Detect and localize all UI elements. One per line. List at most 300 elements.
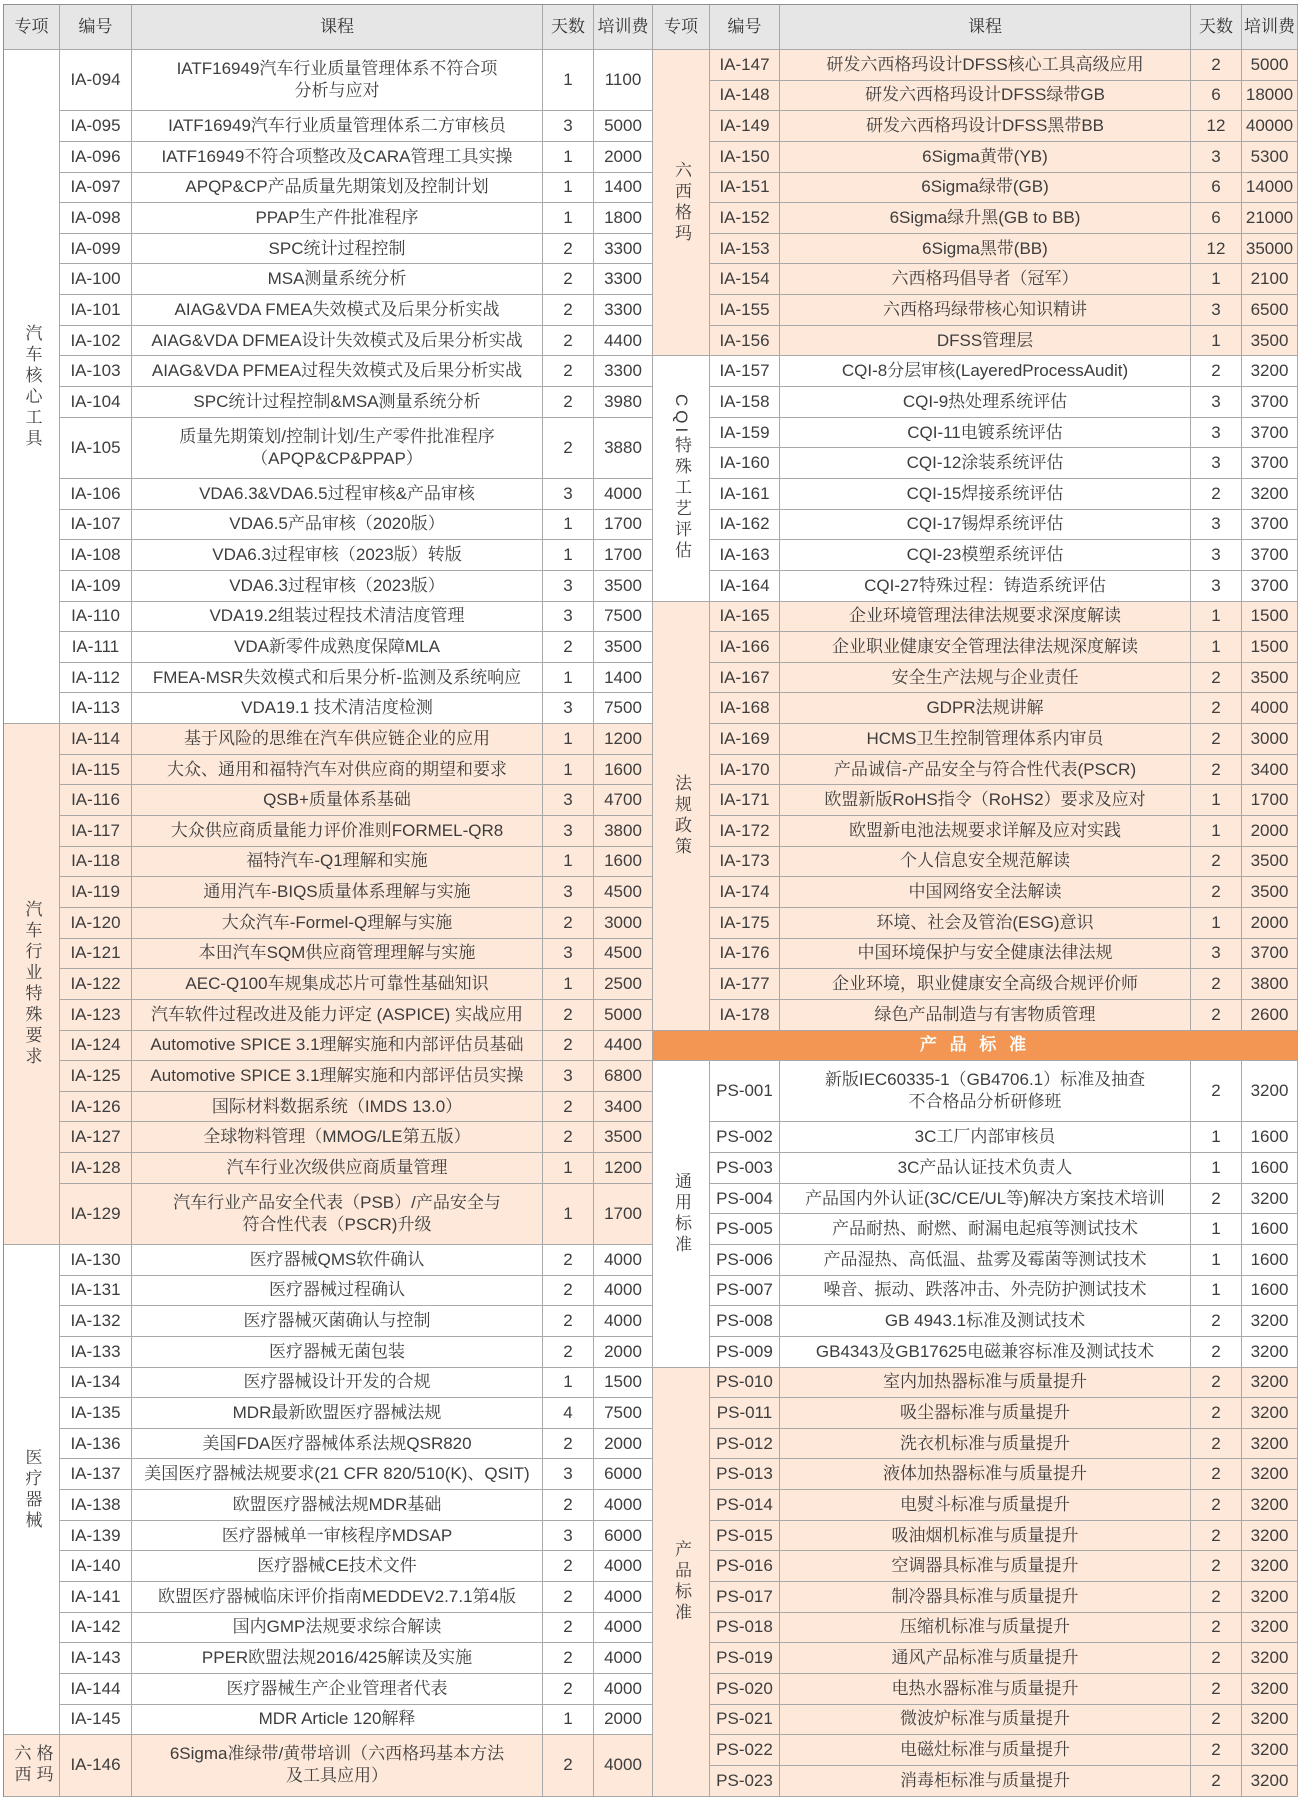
course-code: IA-150: [710, 142, 780, 173]
course-code: PS-005: [710, 1214, 780, 1245]
course-code: IA-157: [710, 356, 780, 387]
course-fee: 2000: [594, 1337, 653, 1368]
course-fee: 18000: [1242, 81, 1298, 112]
course-fee: 5000: [594, 111, 653, 142]
course-code: IA-108: [60, 540, 132, 571]
course-name: 医疗器械灭菌确认与控制: [132, 1306, 543, 1337]
course-name: 产品湿热、高低温、盐雾及霉菌等测试技术: [780, 1245, 1191, 1276]
header-course: 课程: [780, 5, 1191, 50]
course-name: CQI-12涂装系统评估: [780, 448, 1191, 479]
course-days: 1: [543, 1153, 594, 1184]
course-code: IA-098: [60, 203, 132, 234]
course-code: PS-006: [710, 1245, 780, 1276]
group-label-text: CQI特殊工艺评估: [672, 394, 691, 563]
course-code: IA-131: [60, 1276, 132, 1307]
course-fee: 3500: [594, 571, 653, 602]
course-code: IA-125: [60, 1061, 132, 1092]
course-name: 医疗器械单一审核程序MDSAP: [132, 1521, 543, 1552]
course-code: IA-099: [60, 234, 132, 265]
course-fee: 1200: [594, 1153, 653, 1184]
course-name: 6Sigma黑带(BB): [780, 234, 1191, 265]
course-name: HCMS卫生控制管理体系内审员: [780, 724, 1191, 755]
course-name: QSB+质量体系基础: [132, 785, 543, 816]
course-days: 3: [543, 479, 594, 510]
course-days: 2: [543, 387, 594, 418]
course-days: 2: [543, 264, 594, 295]
course-fee: 1700: [594, 1184, 653, 1245]
course-fee: 4000: [594, 1276, 653, 1307]
course-fee: 1500: [1242, 602, 1298, 633]
group-label: [4, 1735, 60, 1796]
course-fee: 1600: [1242, 1122, 1298, 1153]
course-name: IATF16949汽车行业质量管理体系不符合项 分析与应对: [132, 50, 543, 111]
course-code: PS-016: [710, 1551, 780, 1582]
course-name: PPER欧盟法规2016/425解读及实施: [132, 1643, 543, 1674]
course-days: 1: [543, 724, 594, 755]
course-fee: 5000: [1242, 50, 1298, 81]
course-name: 福特汽车-Q1理解和实施: [132, 847, 543, 878]
course-fee: 3300: [594, 356, 653, 387]
course-fee: 3200: [1242, 1735, 1298, 1766]
course-name: 电熨斗标准与质量提升: [780, 1490, 1191, 1521]
course-days: 2: [543, 234, 594, 265]
course-code: IA-107: [60, 510, 132, 541]
course-name: 企业职业健康安全管理法律法规深度解读: [780, 632, 1191, 663]
course-name: VDA6.3过程审核（2023版）转版: [132, 540, 543, 571]
course-days: 2: [543, 1674, 594, 1705]
course-days: 1: [543, 173, 594, 204]
course-code: IA-105: [60, 418, 132, 479]
course-code: IA-095: [60, 111, 132, 142]
course-code: IA-127: [60, 1122, 132, 1153]
course-days: 2: [543, 326, 594, 357]
course-name: 中国网络安全法解读: [780, 877, 1191, 908]
course-fee: 2000: [1242, 816, 1298, 847]
course-code: IA-164: [710, 571, 780, 602]
course-days: 1: [543, 142, 594, 173]
course-days: 2: [1191, 1766, 1242, 1797]
course-code: IA-113: [60, 693, 132, 724]
course-days: 2: [543, 1276, 594, 1307]
course-code: PS-007: [710, 1276, 780, 1307]
course-name: 吸油烟机标准与质量提升: [780, 1521, 1191, 1552]
course-code: IA-167: [710, 663, 780, 694]
header-category: 专项: [653, 5, 710, 50]
course-days: 1: [543, 510, 594, 541]
course-name: 国内GMP法规要求综合解读: [132, 1613, 543, 1644]
course-fee: 1700: [594, 540, 653, 571]
course-fee: 4000: [594, 1613, 653, 1644]
course-name: 液体加热器标准与质量提升: [780, 1459, 1191, 1490]
course-days: 2: [1191, 1000, 1242, 1031]
course-fee: 6800: [594, 1061, 653, 1092]
course-name: 研发六西格玛设计DFSS核心工具高级应用: [780, 50, 1191, 81]
course-fee: 3200: [1242, 1582, 1298, 1613]
course-code: PS-017: [710, 1582, 780, 1613]
course-fee: 7500: [594, 602, 653, 633]
header-fee: 培训费: [594, 5, 653, 50]
course-days: 2: [543, 1613, 594, 1644]
course-code: IA-130: [60, 1245, 132, 1276]
course-name: CQI-17锡焊系统评估: [780, 510, 1191, 541]
course-days: 2: [543, 1092, 594, 1123]
course-code: IA-177: [710, 969, 780, 1000]
course-name: GDPR法规讲解: [780, 693, 1191, 724]
course-name: VDA6.3&VDA6.5过程审核&产品审核: [132, 479, 543, 510]
course-code: IA-097: [60, 173, 132, 204]
course-code: IA-114: [60, 724, 132, 755]
course-code: PS-019: [710, 1643, 780, 1674]
course-name: 6Sigma绿带(GB): [780, 173, 1191, 204]
course-fee: 1100: [594, 50, 653, 111]
course-name: AIAG&VDA DFMEA设计失效模式及后果分析实战: [132, 326, 543, 357]
course-fee: 3500: [1242, 663, 1298, 694]
course-name: 产品诚信-产品安全与符合性代表(PSCR): [780, 755, 1191, 786]
course-fee: 3700: [1242, 448, 1298, 479]
course-name: 空调器具标准与质量提升: [780, 1551, 1191, 1582]
course-days: 1: [1191, 264, 1242, 295]
header-code: 编号: [710, 5, 780, 50]
course-code: PS-008: [710, 1306, 780, 1337]
course-days: 1: [543, 755, 594, 786]
course-days: 1: [1191, 632, 1242, 663]
course-code: IA-142: [60, 1613, 132, 1644]
course-fee: 6000: [594, 1521, 653, 1552]
course-fee: 3300: [594, 264, 653, 295]
course-fee: 40000: [1242, 111, 1298, 142]
course-fee: 3200: [1242, 1613, 1298, 1644]
group-label: [4, 1245, 60, 1735]
course-code: PS-003: [710, 1153, 780, 1184]
course-days: 2: [1191, 1643, 1242, 1674]
course-name: GB4343及GB17625电磁兼容标准及测试技术: [780, 1337, 1191, 1368]
course-days: 1: [543, 203, 594, 234]
course-name: 3C产品认证技术负责人: [780, 1153, 1191, 1184]
course-fee: 6000: [594, 1459, 653, 1490]
course-days: 1: [1191, 1245, 1242, 1276]
course-days: 2: [1191, 755, 1242, 786]
course-name: 大众供应商质量能力评价准则FORMEL-QR8: [132, 816, 543, 847]
course-name: 3C工厂内部审核员: [780, 1122, 1191, 1153]
course-code: PS-022: [710, 1735, 780, 1766]
course-code: IA-155: [710, 295, 780, 326]
course-days: 1: [543, 1705, 594, 1736]
course-fee: 3200: [1242, 1184, 1298, 1215]
course-name: Automotive SPICE 3.1理解实施和内部评估员实操: [132, 1061, 543, 1092]
course-days: 3: [1191, 540, 1242, 571]
course-name: SPC统计过程控制: [132, 234, 543, 265]
course-fee: 7500: [594, 1398, 653, 1429]
course-days: 2: [1191, 663, 1242, 694]
course-code: IA-136: [60, 1429, 132, 1460]
course-name: VDA19.1 技术清洁度检测: [132, 693, 543, 724]
course-fee: 1600: [1242, 1214, 1298, 1245]
course-days: 3: [1191, 571, 1242, 602]
course-days: 2: [1191, 693, 1242, 724]
course-code: IA-115: [60, 755, 132, 786]
course-days: 2: [543, 1245, 594, 1276]
header-course: 课程: [132, 5, 543, 50]
course-days: 2: [543, 1000, 594, 1031]
course-code: IA-104: [60, 387, 132, 418]
course-name: 通用汽车-BIQS质量体系理解与实施: [132, 877, 543, 908]
course-fee: 4500: [594, 877, 653, 908]
course-code: IA-139: [60, 1521, 132, 1552]
group-label: [653, 602, 710, 1031]
course-code: PS-014: [710, 1490, 780, 1521]
course-fee: 3000: [1242, 724, 1298, 755]
course-days: 2: [543, 1337, 594, 1368]
course-fee: 1700: [594, 510, 653, 541]
course-fee: 3200: [1242, 1459, 1298, 1490]
course-fee: 1600: [1242, 1276, 1298, 1307]
course-days: 3: [1191, 418, 1242, 449]
course-days: 1: [543, 1368, 594, 1399]
course-fee: 3300: [594, 295, 653, 326]
course-days: 1: [1191, 908, 1242, 939]
course-fee: 3200: [1242, 1398, 1298, 1429]
course-fee: 2500: [594, 969, 653, 1000]
course-code: IA-117: [60, 816, 132, 847]
course-days: 2: [1191, 1459, 1242, 1490]
course-code: PS-004: [710, 1184, 780, 1215]
course-days: 1: [543, 847, 594, 878]
group-label: [4, 50, 60, 724]
course-days: 3: [543, 939, 594, 970]
course-fee: 3000: [594, 908, 653, 939]
course-name: SPC统计过程控制&MSA测量系统分析: [132, 387, 543, 418]
course-name: MDR Article 120解释: [132, 1705, 543, 1736]
course-name: 通风产品标准与质量提升: [780, 1643, 1191, 1674]
course-days: 1: [1191, 1214, 1242, 1245]
course-days: 1: [543, 969, 594, 1000]
course-days: 3: [1191, 510, 1242, 541]
course-days: 2: [1191, 1368, 1242, 1399]
course-fee: 3400: [1242, 755, 1298, 786]
course-code: IA-121: [60, 939, 132, 970]
course-name: 医疗器械生产企业管理者代表: [132, 1674, 543, 1705]
course-code: IA-159: [710, 418, 780, 449]
course-name: 压缩机标准与质量提升: [780, 1613, 1191, 1644]
course-code: PS-018: [710, 1613, 780, 1644]
course-name: 欧盟新电池法规要求详解及应对实践: [780, 816, 1191, 847]
course-name: 绿色产品制造与有害物质管理: [780, 1000, 1191, 1031]
group-label-text: 医疗器械: [22, 1447, 42, 1532]
course-days: 2: [1191, 847, 1242, 878]
course-fee: 1400: [594, 173, 653, 204]
course-code: IA-148: [710, 81, 780, 112]
course-price-sheet: [3, 4, 1298, 1797]
course-code: IA-147: [710, 50, 780, 81]
course-days: 3: [1191, 448, 1242, 479]
course-days: 1: [1191, 785, 1242, 816]
course-code: IA-175: [710, 908, 780, 939]
course-days: 2: [1191, 1398, 1242, 1429]
course-fee: 3500: [594, 632, 653, 663]
course-code: IA-165: [710, 602, 780, 633]
course-days: 12: [1191, 111, 1242, 142]
course-fee: 5300: [1242, 142, 1298, 173]
course-code: IA-094: [60, 50, 132, 111]
course-code: IA-116: [60, 785, 132, 816]
course-days: 1: [543, 1184, 594, 1245]
course-name: PPAP生产件批准程序: [132, 203, 543, 234]
course-days: 3: [543, 111, 594, 142]
course-code: IA-111: [60, 632, 132, 663]
course-code: IA-120: [60, 908, 132, 939]
course-code: IA-174: [710, 877, 780, 908]
course-days: 2: [1191, 1184, 1242, 1215]
course-days: 2: [543, 1122, 594, 1153]
course-fee: 2000: [1242, 908, 1298, 939]
course-code: IA-109: [60, 571, 132, 602]
course-code: IA-173: [710, 847, 780, 878]
course-days: 2: [1191, 724, 1242, 755]
course-days: 3: [543, 693, 594, 724]
course-fee: 1600: [1242, 1153, 1298, 1184]
course-fee: 3200: [1242, 1766, 1298, 1797]
course-days: 3: [1191, 387, 1242, 418]
course-name: 中国环境保护与安全健康法律法规: [780, 939, 1191, 970]
course-name: 安全生产法规与企业责任: [780, 663, 1191, 694]
course-fee: 2000: [594, 1705, 653, 1736]
course-code: IA-106: [60, 479, 132, 510]
course-fee: 3700: [1242, 540, 1298, 571]
course-code: IA-122: [60, 969, 132, 1000]
course-name: 本田汽车SQM供应商管理理解与实施: [132, 939, 543, 970]
course-code: IA-169: [710, 724, 780, 755]
header-days: 天数: [1191, 5, 1242, 50]
group-label: [653, 1061, 710, 1367]
course-days: 3: [543, 877, 594, 908]
course-days: 2: [543, 1306, 594, 1337]
course-days: 2: [1191, 1735, 1242, 1766]
course-fee: 3800: [594, 816, 653, 847]
course-name: CQI-27特殊过程：铸造系统评估: [780, 571, 1191, 602]
course-code: PS-011: [710, 1398, 780, 1429]
header-days: 天数: [543, 5, 594, 50]
course-name: CQI-15焊接系统评估: [780, 479, 1191, 510]
course-fee: 3200: [1242, 1368, 1298, 1399]
course-days: 2: [1191, 1551, 1242, 1582]
course-name: 欧盟医疗器械法规MDR基础: [132, 1490, 543, 1521]
course-name: 噪音、振动、跌落冲击、外壳防护测试技术: [780, 1276, 1191, 1307]
course-code: PS-010: [710, 1368, 780, 1399]
course-name: 美国FDA医疗器械体系法规QSR820: [132, 1429, 543, 1460]
course-code: IA-172: [710, 816, 780, 847]
course-fee: 3500: [1242, 326, 1298, 357]
course-days: 4: [543, 1398, 594, 1429]
course-fee: 3500: [1242, 847, 1298, 878]
course-days: 3: [543, 785, 594, 816]
course-code: IA-101: [60, 295, 132, 326]
course-days: 2: [543, 418, 594, 479]
course-days: 1: [1191, 1122, 1242, 1153]
course-fee: 4000: [594, 479, 653, 510]
group-label-text: 六西格玛: [672, 160, 691, 245]
course-code: IA-176: [710, 939, 780, 970]
course-name: 研发六西格玛设计DFSS黑带BB: [780, 111, 1191, 142]
course-fee: 3700: [1242, 939, 1298, 970]
course-name: AEC-Q100车规集成芯片可靠性基础知识: [132, 969, 543, 1000]
course-fee: 4000: [594, 1490, 653, 1521]
course-days: 2: [1191, 1613, 1242, 1644]
course-days: 1: [1191, 326, 1242, 357]
group-label: [4, 724, 60, 1245]
course-fee: 3200: [1242, 1306, 1298, 1337]
course-days: 3: [543, 1061, 594, 1092]
course-code: IA-171: [710, 785, 780, 816]
course-code: IA-160: [710, 448, 780, 479]
course-code: PS-013: [710, 1459, 780, 1490]
group-label: [653, 50, 710, 356]
course-code: IA-138: [60, 1490, 132, 1521]
course-fee: 3200: [1242, 479, 1298, 510]
course-code: IA-119: [60, 877, 132, 908]
course-name: 欧盟医疗器械临床评价指南MEDDEV2.7.1第4版: [132, 1582, 543, 1613]
course-days: 2: [543, 632, 594, 663]
course-days: 3: [1191, 939, 1242, 970]
course-code: IA-124: [60, 1031, 132, 1062]
group-label-text: 通用标准: [672, 1171, 691, 1256]
course-fee: 4000: [594, 1306, 653, 1337]
course-code: PS-023: [710, 1766, 780, 1797]
course-name: CQI-8分层审核(LayeredProcessAudit): [780, 356, 1191, 387]
course-days: 2: [543, 356, 594, 387]
course-fee: 1500: [594, 1368, 653, 1399]
course-days: 2: [1191, 877, 1242, 908]
course-name: 企业环境，职业健康安全高级合规评价师: [780, 969, 1191, 1000]
course-code: IA-166: [710, 632, 780, 663]
course-code: PS-020: [710, 1674, 780, 1705]
course-days: 2: [543, 1582, 594, 1613]
course-name: 研发六西格玛设计DFSS绿带GB: [780, 81, 1191, 112]
course-days: 2: [543, 1429, 594, 1460]
course-name: 企业环境管理法律法规要求深度解读: [780, 602, 1191, 633]
course-days: 2: [1191, 479, 1242, 510]
course-fee: 1700: [1242, 785, 1298, 816]
group-label-text: 汽车核心工具: [22, 323, 42, 450]
course-fee: 4000: [1242, 693, 1298, 724]
course-fee: 2000: [594, 1429, 653, 1460]
course-code: IA-134: [60, 1368, 132, 1399]
course-name: 产品国内外认证(3C/CE/UL等)解决方案技术培训: [780, 1184, 1191, 1215]
course-fee: 3700: [1242, 387, 1298, 418]
course-code: IA-143: [60, 1643, 132, 1674]
course-code: IA-144: [60, 1674, 132, 1705]
course-name: 室内加热器标准与质量提升: [780, 1368, 1191, 1399]
course-name: CQI-11电镀系统评估: [780, 418, 1191, 449]
course-code: IA-102: [60, 326, 132, 357]
section-banner: 产 品 标 准: [653, 1031, 1298, 1062]
course-name: 六西格玛倡导者（冠军）: [780, 264, 1191, 295]
course-days: 1: [1191, 602, 1242, 633]
course-fee: 3800: [1242, 969, 1298, 1000]
course-name: VDA6.5产品审核（2020版）: [132, 510, 543, 541]
course-name: 消毒柜标准与质量提升: [780, 1766, 1191, 1797]
course-code: IA-100: [60, 264, 132, 295]
course-days: 3: [543, 1521, 594, 1552]
course-name: 个人信息安全规范解读: [780, 847, 1191, 878]
course-fee: 4400: [594, 1031, 653, 1062]
course-days: 2: [1191, 1674, 1242, 1705]
course-name: 欧盟新版RoHS指令（RoHS2）要求及应对: [780, 785, 1191, 816]
course-code: PS-001: [710, 1061, 780, 1122]
course-name: 微波炉标准与质量提升: [780, 1705, 1191, 1736]
course-fee: 4400: [594, 326, 653, 357]
course-code: IA-152: [710, 203, 780, 234]
course-fee: 7500: [594, 693, 653, 724]
